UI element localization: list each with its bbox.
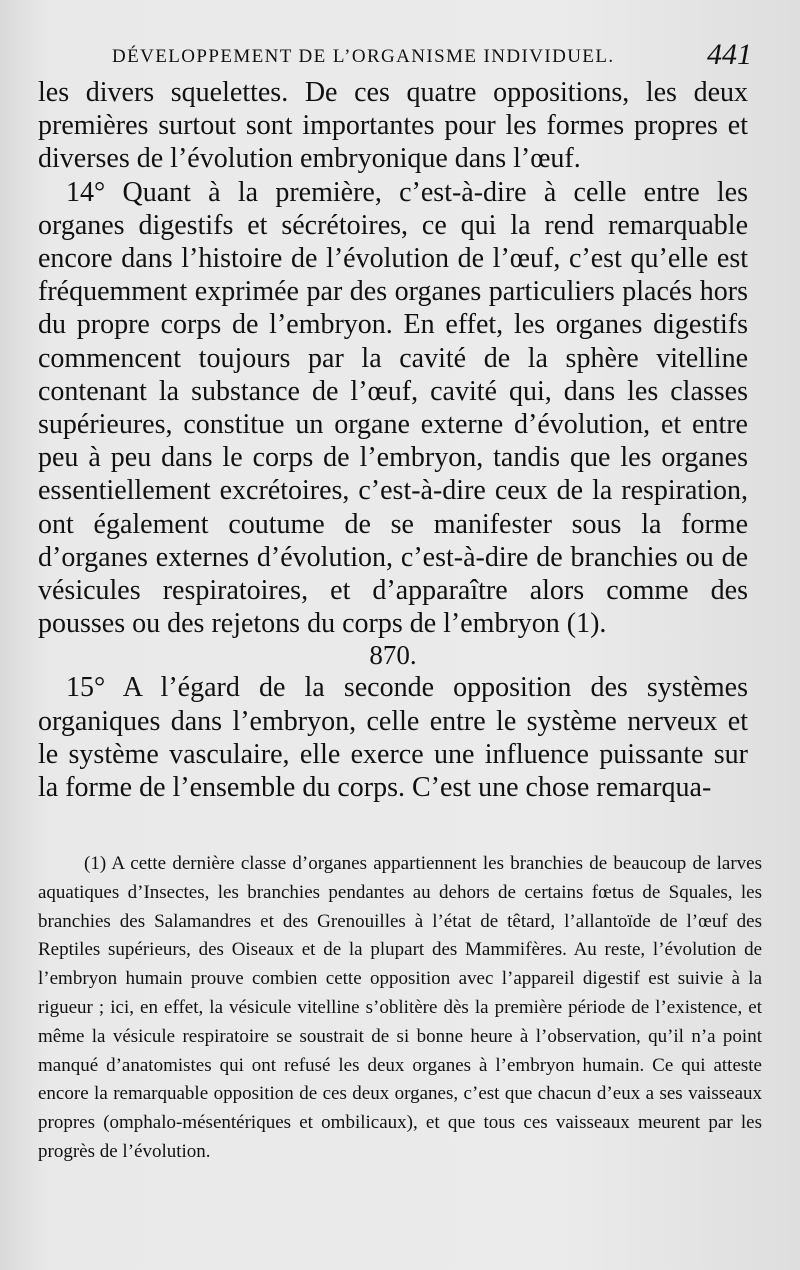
footnote (38, 850, 762, 1167)
section-number: 870. (369, 640, 417, 671)
running-head (112, 38, 752, 72)
running-title: DÉVELOPPEMENT DE L’ORGANISME INDIVIDUEL. (112, 46, 615, 67)
paragraph-14: 14° Quant à la première, c’est-à-dire à celle entre les organes digestifs et sécrétoires, ce qui la rend remarquable encore dans l’histoire de l’évolution de l’œuf, c’est qu’elle est fréquemment exprimée par des organes particuliers placés hors du propre corps de l’embryon. En effet, les organes digestifs commencent toujours par la cavité de la sphère vitelline contenant la substance de l’œuf, cavité qui, dans les classes supérieures, constitue un organe externe d’évolution, et entre peu à peu dans le corps de l’embryon, tandis que les organes essentiellement excrétoires, c’est-à-dire ceux de la respiration, ont également coutume de se manifester sous la forme d’organes externes d’évolution, c’est-à-dire de branchies ou de vésicules respiratoires, et d’apparaître alors comme des pousses ou des rejetons du corps de l’embryon (1). (38, 176, 748, 640)
paragraph-15: 15° A l’égard de la seconde opposition des systèmes organiques dans l’embryon, celle entre le système nerveux et le système vasculaire, elle exerce une influence puissante sur la forme de l’ensemble du corps. C’est une chose remarqua- (38, 672, 748, 804)
footnote-text: (1) A cette dernière classe d’organes appartiennent les branchies de beaucoup de larves aquatiques d’Insectes, les branchies pendantes au dehors de certains fœtus de Squales, les branchies des Salamandres et des Grenouilles à l’état de têtard, l’allantoïde de l’œuf des Reptiles supérieurs, des Oiseaux et de la plupart des Mammifères. Au reste, l’évolution de l’embryon humain prouve combien cette opposition avec l’appareil digestif est suivie à la rigueur ; ici, en effet, la vésicule vitelline s’oblitère dès la première période de l’existence, et même la vésicule respiratoire se soustrait de si bonne heure à l’observation, qu’il n’a point manqué d’anatomistes qui ont refusé les deux organes à l’embryon humain. Ce qui atteste encore la remarquable opposition de ces deux organes, c’est que chacun d’eux a ses vaisseaux propres (omphalo-mésentériques et ombilicaux), et que tous ces vaisseaux meurent par les progrès de l’évolution. (38, 853, 762, 1162)
paragraph-continuation: les divers squelettes. De ces quatre oppositions, les deux premières surtout sont importantes pour les formes propres et diverses de l’évolution embryonique dans l’œuf. (38, 77, 748, 175)
page-number: 441 (707, 38, 752, 71)
main-text (38, 76, 748, 804)
